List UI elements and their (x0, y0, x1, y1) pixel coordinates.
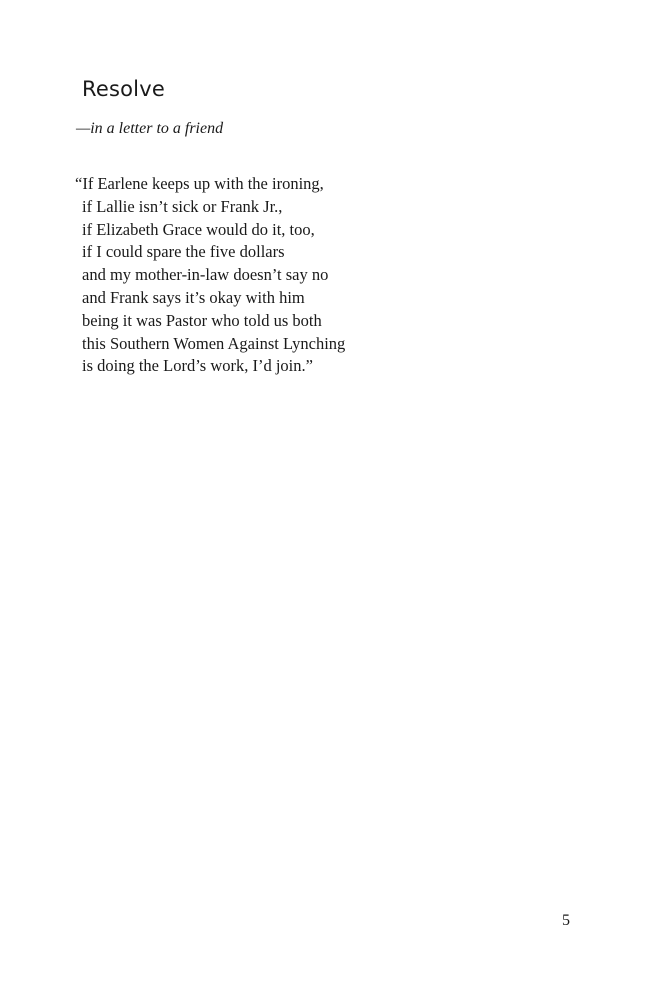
poem-line: being it was Pastor who told us both (82, 310, 322, 330)
poem-line: if Elizabeth Grace would do it, too, (82, 219, 315, 239)
poem-epigraph: —in a letter to a friend (76, 120, 224, 137)
page-number: 5 (562, 912, 570, 929)
poem-title: Resolve (82, 77, 165, 101)
poem-line: this Southern Women Against Lynching (82, 333, 346, 353)
poem-line: is doing the Lord’s work, I’d join.” (82, 356, 313, 376)
poem-line: and my mother-in-law doesn’t say no (82, 265, 329, 285)
poem-line: if Lallie isn’t sick or Frank Jr., (82, 196, 283, 216)
poem-line: if I could spare the five dollars (82, 242, 285, 262)
poem-line: “If Earlene keeps up with the ironing, (75, 174, 324, 193)
poem-body (75, 173, 345, 378)
poem-line: and Frank says it’s okay with him (82, 287, 305, 307)
